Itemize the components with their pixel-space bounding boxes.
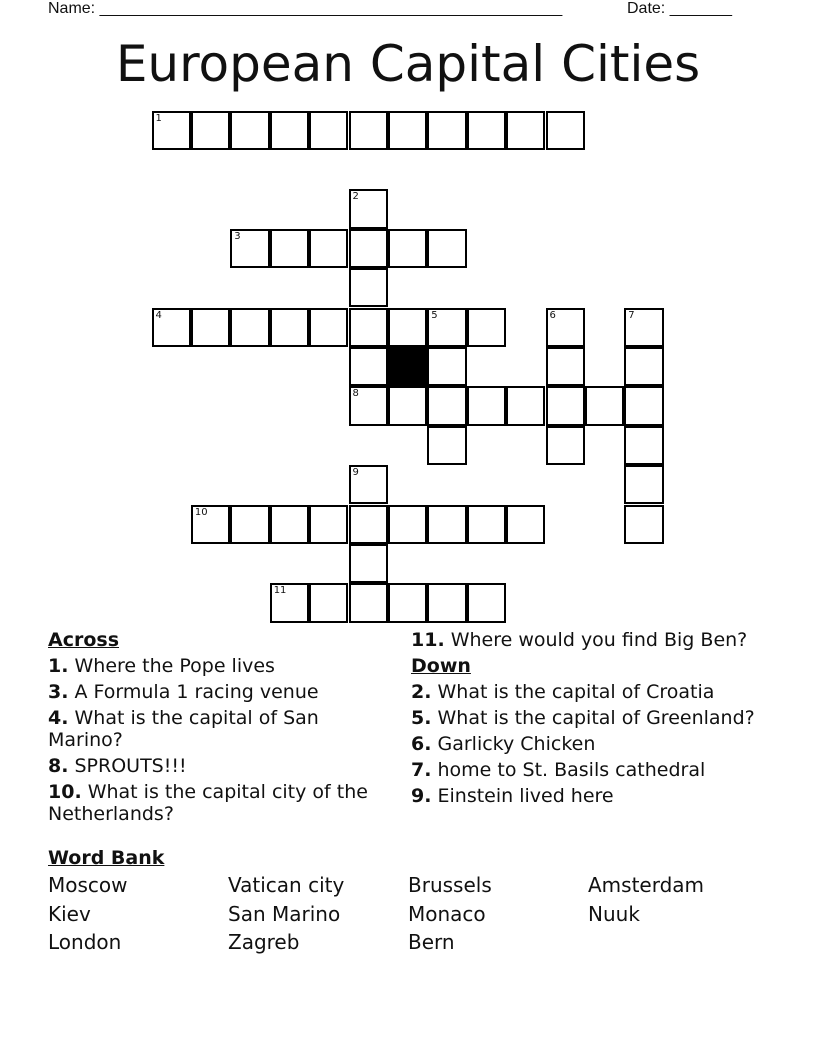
crossword-cell[interactable] — [309, 111, 348, 150]
crossword-cell[interactable] — [388, 229, 427, 268]
clue-across-4: 4. What is the capital of San Marino? — [48, 707, 319, 751]
crossword-cell[interactable] — [349, 308, 388, 347]
crossword-cell[interactable] — [349, 189, 388, 228]
crossword-cell[interactable] — [349, 347, 388, 386]
crossword-cell[interactable] — [270, 583, 309, 622]
crossword-cell[interactable] — [546, 426, 585, 465]
crossword-cell[interactable] — [152, 308, 191, 347]
crossword-cell[interactable] — [624, 386, 663, 425]
clue-down-2: 2. What is the capital of Croatia — [411, 681, 715, 703]
crossword-cell[interactable] — [309, 308, 348, 347]
crossword-cell[interactable] — [191, 505, 230, 544]
crossword-cell[interactable] — [388, 505, 427, 544]
crossword-cell[interactable] — [349, 386, 388, 425]
word-bank-item: San Marino — [228, 901, 341, 926]
word-bank-item: Brussels — [408, 873, 492, 897]
clue-number: 5 — [431, 309, 438, 321]
clue-number: 6 — [549, 309, 556, 321]
word-bank-item: Bern — [408, 930, 455, 954]
crossword-cell[interactable] — [624, 505, 663, 544]
clue-number: 1 — [155, 112, 162, 124]
clue-number: 10 — [194, 506, 208, 518]
word-bank-item: Vatican city — [228, 873, 345, 897]
crossword-cell[interactable] — [467, 583, 506, 622]
word-bank-item: Zagreb — [228, 930, 300, 954]
page-title: European Capital Cities — [115, 35, 701, 93]
clue-number: 11 — [273, 585, 287, 597]
crossword-cell[interactable] — [349, 544, 388, 583]
crossword-cell[interactable] — [546, 347, 585, 386]
crossword-cell[interactable] — [270, 308, 309, 347]
crossword-cell[interactable] — [427, 426, 466, 465]
name-line: ____________________________________________________ — [99, 0, 563, 17]
down-clues — [411, 629, 791, 811]
crossword-cell[interactable] — [467, 111, 506, 150]
crossword-cell[interactable] — [230, 111, 269, 150]
crossword-cell[interactable] — [349, 229, 388, 268]
crossword-cell[interactable] — [427, 111, 466, 150]
crossword-cell[interactable] — [349, 111, 388, 150]
crossword-cell[interactable] — [427, 505, 466, 544]
crossword-cell[interactable] — [309, 229, 348, 268]
crossword-cell[interactable] — [467, 308, 506, 347]
crossword-cell[interactable] — [624, 347, 663, 386]
crossword-cell[interactable] — [191, 308, 230, 347]
crossword-cell[interactable] — [230, 505, 269, 544]
date-line: _______ — [669, 0, 732, 17]
crossword-cell[interactable] — [309, 505, 348, 544]
word-bank-item: Nuuk — [588, 901, 640, 926]
clue-down-5: 5. What is the capital of Greenland? — [411, 707, 755, 729]
crossword-cell[interactable] — [309, 583, 348, 622]
crossword-cell[interactable] — [506, 386, 545, 425]
crossword-cell[interactable] — [230, 229, 269, 268]
crossword-cell[interactable] — [585, 386, 624, 425]
down-heading: Down — [411, 655, 471, 677]
crossword-cell[interactable] — [467, 386, 506, 425]
clue-number: 4 — [155, 309, 162, 321]
crossword-cell[interactable] — [152, 111, 191, 150]
clue-number: 7 — [628, 309, 635, 321]
crossword-cell[interactable] — [506, 505, 545, 544]
clue-across-10: 10. What is the capital city of the Netherlands? — [48, 781, 368, 825]
clue-across-3: 3. A Formula 1 racing venue — [48, 681, 319, 703]
crossword-cell[interactable] — [624, 308, 663, 347]
word-bank-item: Moscow — [48, 873, 128, 897]
crossword-cell[interactable] — [270, 229, 309, 268]
word-bank-item: London — [48, 930, 122, 954]
crossword-cell[interactable] — [546, 111, 585, 150]
crossword-cell[interactable] — [349, 465, 388, 504]
crossword-cell[interactable] — [427, 583, 466, 622]
crossword-cell[interactable] — [388, 308, 427, 347]
crossword-cell[interactable] — [506, 111, 545, 150]
crossword-cell[interactable] — [546, 386, 585, 425]
crossword-cell[interactable] — [427, 347, 466, 386]
crossword-cell[interactable] — [270, 505, 309, 544]
word-bank-item: Amsterdam — [588, 873, 705, 897]
crossword-cell[interactable] — [427, 308, 466, 347]
crossword-cell[interactable] — [546, 308, 585, 347]
clue-number: 2 — [352, 191, 359, 203]
across-clues — [48, 629, 378, 829]
clue-number: 8 — [352, 388, 359, 400]
across-heading: Across — [48, 629, 120, 651]
crossword-cell[interactable] — [270, 111, 309, 150]
clue-across-11: 11. Where would you find Big Ben? — [411, 629, 748, 651]
crossword-cell[interactable] — [388, 386, 427, 425]
black-cell — [388, 347, 427, 386]
crossword-cell[interactable] — [230, 308, 269, 347]
clue-across-1: 1. Where the Pope lives — [48, 655, 275, 677]
word-bank — [48, 874, 768, 954]
clue-number: 9 — [352, 467, 359, 479]
word-bank-title: Word Bank — [48, 847, 165, 869]
clue-number: 3 — [234, 230, 241, 242]
crossword-cell[interactable] — [388, 111, 427, 150]
clue-down-6: 6. Garlicky Chicken — [411, 733, 596, 755]
crossword-cell[interactable] — [624, 465, 663, 504]
crossword-cell[interactable] — [427, 386, 466, 425]
crossword-cell[interactable] — [191, 111, 230, 150]
crossword-cell[interactable] — [349, 583, 388, 622]
crossword-cell[interactable] — [624, 426, 663, 465]
crossword-cell[interactable] — [388, 583, 427, 622]
clue-across-8: 8. SPROUTS!!! — [48, 755, 187, 777]
clue-down-9: 9. Einstein lived here — [411, 785, 614, 807]
word-bank-item: Kiev — [48, 901, 91, 926]
crossword-cell[interactable] — [349, 505, 388, 544]
crossword-cell[interactable] — [427, 229, 466, 268]
word-bank-item: Monaco — [408, 901, 486, 926]
date-label: Date: — [627, 0, 666, 17]
crossword-cell[interactable] — [467, 505, 506, 544]
name-label: Name: — [48, 0, 96, 17]
clue-down-7: 7. home to St. Basils cathedral — [411, 759, 706, 781]
crossword-cell[interactable] — [349, 268, 388, 307]
